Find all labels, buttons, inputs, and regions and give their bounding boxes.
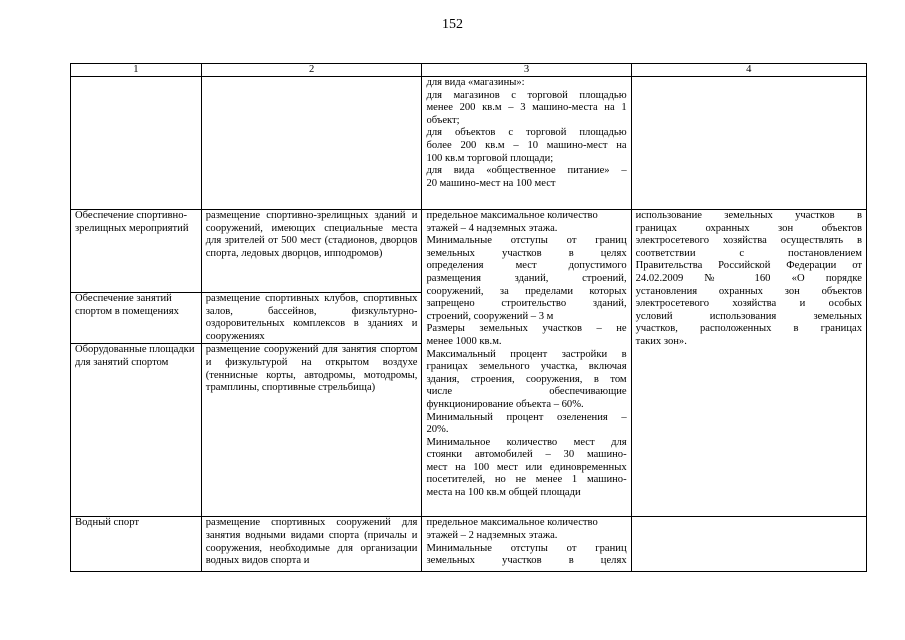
table-cell-parking-norms bbox=[422, 77, 631, 210]
use-type-name: Оборудованные площадки для занятий спортом bbox=[71, 344, 202, 517]
table-cell bbox=[201, 77, 422, 210]
table-row bbox=[71, 517, 867, 572]
text-line: для вида «общественное питание» – bbox=[426, 165, 627, 177]
text-line: этажей – 2 надземных этажа. bbox=[426, 529, 558, 541]
use-type-name: Обеспечение занятий спортом в помещениях bbox=[71, 293, 202, 344]
text-line: 20%. bbox=[426, 424, 449, 436]
text-line: соответствии с постановлением bbox=[635, 247, 862, 259]
text-line: посетителей, но не менее 1 машино- bbox=[426, 474, 627, 486]
text-line: размещения зданий, строений, bbox=[426, 272, 627, 284]
text-line: здания, строения, сооружения, в том bbox=[426, 373, 627, 385]
text-line: для вида «магазины»: bbox=[426, 77, 525, 88]
text-line: электросетевого хозяйства осуществлять в bbox=[635, 235, 862, 247]
text-line: определения мест допустимого bbox=[426, 260, 627, 272]
text-line: участков, расположенных в границах bbox=[635, 323, 862, 335]
text-line: таких зон». bbox=[635, 335, 687, 347]
text-line: предельное максимальное количество bbox=[426, 210, 598, 221]
text-line: функционирование объекта – 60%. bbox=[426, 398, 584, 410]
table-row bbox=[71, 210, 867, 293]
text-line: 24.02.2009 № 160 «О порядке bbox=[635, 272, 862, 284]
text-line: земельных участков в целях bbox=[426, 555, 627, 567]
text-line: запрещено строительство зданий, bbox=[426, 298, 627, 310]
text-line: менее 200 кв.м – 3 машино-места на 1 bbox=[426, 102, 627, 114]
column-header: 2 bbox=[201, 64, 422, 77]
text-line: Максимальный процент застройки в bbox=[426, 348, 627, 360]
table-header-row bbox=[71, 64, 867, 77]
use-type-description: размещение сооружений для занятия спортом и физкультурой на открытом воздухе (теннисные корты, автодромы, мотодромы, трамплины, спортивные стрельбища) bbox=[201, 344, 422, 517]
table-cell bbox=[631, 77, 866, 210]
table-row bbox=[71, 77, 867, 210]
table-cell bbox=[71, 77, 202, 210]
text-line: более 200 кв.м – 10 машино-мест на bbox=[426, 139, 627, 151]
text-line: этажей – 4 надземных этажа. bbox=[426, 222, 558, 234]
text-line: стоянки автомобилей – 30 машино- bbox=[426, 449, 627, 461]
table-cell-parameters bbox=[422, 210, 631, 517]
text-line: Минимальные отступы от границ bbox=[426, 542, 627, 554]
text-line: границах охранных зон объектов bbox=[635, 222, 862, 234]
text-line: Минимальный процент озеленения – bbox=[426, 411, 627, 423]
use-type-description: размещение спортивных сооружений для занятия водными видами спорта (причалы и сооружения, необходимые для организации водных видов спорта и bbox=[201, 517, 422, 572]
text-line: строений, сооружений – 3 м bbox=[426, 310, 554, 322]
text-line: предельное максимальное количество bbox=[426, 517, 598, 529]
text-line: границах земельного участка, включая bbox=[426, 361, 627, 373]
text-line: числе обеспечивающие bbox=[426, 386, 627, 398]
table-cell-parameters bbox=[422, 517, 631, 572]
text-line: Размеры земельных участков – не bbox=[426, 323, 627, 335]
text-line: объект; bbox=[426, 114, 460, 126]
text-line: для объектов с торговой площадью bbox=[426, 127, 627, 139]
text-line: Минимальное количество мест для bbox=[426, 436, 627, 448]
text-line: для магазинов с торговой площадью bbox=[426, 89, 627, 101]
use-type-name: Водный спорт bbox=[71, 517, 202, 572]
text-line: места на 100 кв.м общей площади bbox=[426, 487, 581, 499]
text-line: Минимальные отступы от границ bbox=[426, 235, 627, 247]
table-cell-restrictions bbox=[631, 210, 866, 517]
text-line: менее 1000 кв.м. bbox=[426, 335, 502, 347]
text-line: установления охранных зон объектов bbox=[635, 285, 862, 297]
text-line: сооружений, за пределами которых bbox=[426, 285, 627, 297]
column-header: 4 bbox=[631, 64, 866, 77]
text-line: электросетевого хозяйства и особых bbox=[635, 298, 862, 310]
page-number: 152 bbox=[442, 17, 463, 32]
column-header: 3 bbox=[422, 64, 631, 77]
text-line: использование земельных участков в bbox=[635, 210, 862, 221]
text-line: земельных участков в целях bbox=[426, 247, 627, 259]
column-header: 1 bbox=[71, 64, 202, 77]
use-type-name: Обеспечение спортивно-зрелищных мероприятий bbox=[71, 210, 202, 293]
text-line: 20 машино-мест на 100 мест bbox=[426, 177, 556, 189]
text-line: Правительства Российской Федерации от bbox=[635, 260, 862, 272]
text-line: условий использования земельных bbox=[635, 310, 862, 322]
text-line: мест на 100 мест или единовременных bbox=[426, 461, 627, 473]
use-type-description: размещение спортивно-зрелищных зданий и сооружений, имеющих специальные места для зрителей от 500 мест (стадионов, дворцов спорта, ледовых дворцов, ипподромов) bbox=[201, 210, 422, 293]
land-use-table bbox=[70, 63, 867, 572]
use-type-description: размещение спортивных клубов, спортивных залов, бассейнов, физкультурно-оздоровительных комплексов в зданиях и сооружениях bbox=[201, 293, 422, 344]
text-line: 100 кв.м торговой площади; bbox=[426, 152, 554, 164]
table-cell bbox=[631, 517, 866, 572]
